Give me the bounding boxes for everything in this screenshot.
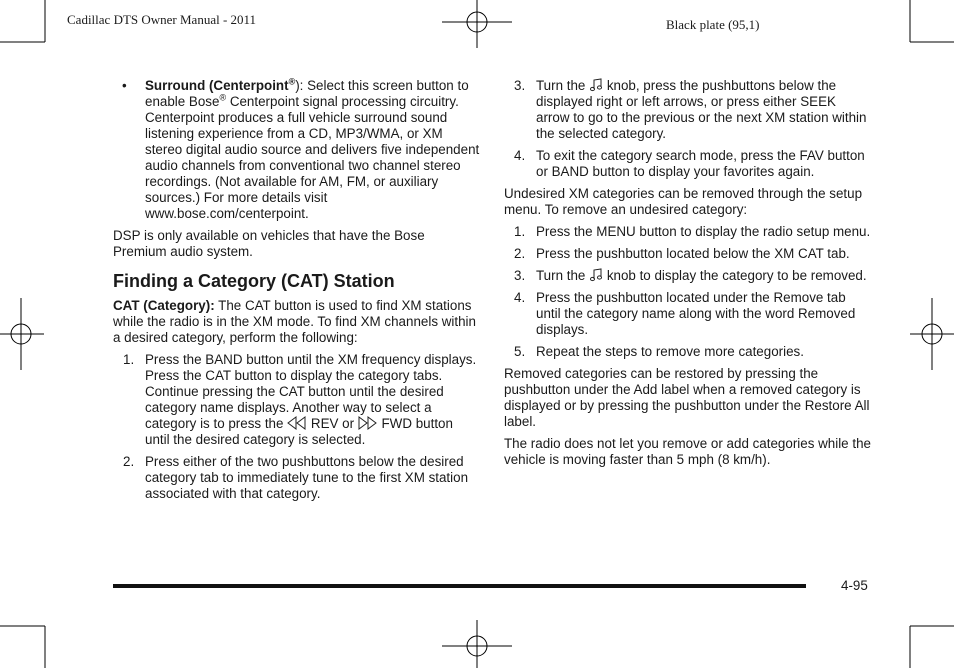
page-number: 4-95 [841, 578, 868, 593]
step-number: 3. [514, 78, 526, 93]
remove-step-4-text: Press the pushbutton located under the Remove tab until the category name along with the word Removed displays. [536, 290, 856, 337]
surround-bullet [113, 78, 481, 222]
step-1-text-c: FWD button until the desired category is selected. [145, 416, 453, 447]
right-column [504, 78, 872, 474]
undesired-intro: Undesired XM categories can be removed through the setup menu. To remove an undesired category: [504, 186, 863, 217]
seek-back-icon [287, 416, 307, 430]
step-1-text-b: REV or [307, 416, 358, 431]
step-3-text-a: Turn the [536, 78, 590, 93]
step-number: 5. [514, 344, 526, 359]
step-number: 4. [514, 290, 526, 305]
remove-step-2 [504, 246, 872, 262]
remove-step-1-text: Press the MENU button to display the radio setup menu. [536, 224, 871, 239]
surround-label: Surround (Centerpoint [145, 78, 289, 93]
step-number: 1. [514, 224, 526, 239]
remove-step-3-text-a: Turn the [536, 268, 590, 283]
step-3-text-b: knob, press the pushbuttons below the displayed right or left arrows, or press either SEEK arrow to go to the previous or the next XM station within the selected category. [536, 78, 867, 141]
cat-paragraph [113, 298, 481, 346]
remove-step-5 [504, 344, 872, 360]
step-number: 2. [123, 454, 135, 469]
speed-paragraph: The radio does not let you remove or add categories while the vehicle is moving faster than 5 mph (8 km/h). [504, 436, 871, 467]
cat-text: The CAT button is used to find XM stations while the radio is in the XM mode. To find XM channels within a desired category, perform the following: [113, 298, 476, 345]
remove-step-5-text: Repeat the steps to remove more categories. [536, 344, 804, 359]
step-number: 3. [514, 268, 526, 283]
manual-title: Cadillac DTS Owner Manual - 2011 [67, 12, 257, 27]
remove-step-3 [504, 268, 872, 284]
tune-knob-icon [589, 78, 603, 92]
step-number: 2. [514, 246, 526, 261]
bullet-dot: • [122, 78, 127, 93]
footer-rule [113, 584, 806, 588]
step-4-text: To exit the category search mode, press the FAV button or BAND button to display your favorites again. [536, 148, 865, 179]
step-2-text: Press either of the two pushbuttons below the desired category tab to immediately tune to the first XM station associated with that category. [145, 454, 469, 501]
registered-mark: ® [219, 92, 227, 103]
plate-label: Black plate (95,1) [666, 17, 760, 32]
step-3 [504, 78, 872, 142]
step-number: 1. [123, 352, 135, 367]
step-1-text-a: Press the BAND button until the XM frequency displays. Press the CAT button to display the category tabs. Continue pressing the CAT button until the desired category name displays. Another way to select a category is to press the [145, 352, 477, 431]
step-2 [113, 454, 481, 502]
remove-step-1 [504, 224, 872, 240]
registered-mark: ® [288, 76, 296, 87]
remove-step-4 [504, 290, 872, 338]
step-4 [504, 148, 872, 180]
step-number: 4. [514, 148, 526, 163]
surround-text-b: Centerpoint signal processing circuitry. Centerpoint produces a full vehicle surround sound listening experience from a CD, MP3/WMA, or XM stereo digital audio source and delivers five independent audio channels from conventional two channel stereo recordings. (Not available for AM, FM, or auxiliary sources.) For more details visit www.bose.com/centerpoint. [145, 94, 480, 221]
step-1 [113, 352, 481, 448]
left-column [113, 78, 481, 508]
tune-knob-icon [589, 268, 603, 282]
restore-paragraph: Removed categories can be restored by pressing the pushbutton under the Add label when a removed category is displayed or by pressing the pushbutton under the Restore All label. [504, 366, 870, 429]
seek-forward-icon [358, 416, 378, 430]
remove-step-3-text-b: knob to display the category to be removed. [603, 268, 867, 283]
cat-label: CAT (Category): [113, 298, 215, 313]
dsp-note: DSP is only available on vehicles that have the Bose Premium audio system. [113, 228, 425, 259]
remove-step-2-text: Press the pushbutton located below the XM CAT tab. [536, 246, 850, 261]
section-heading: Finding a Category (CAT) Station [113, 271, 395, 291]
surround-text-a: ): Select this screen button to enable Bose [145, 78, 469, 109]
